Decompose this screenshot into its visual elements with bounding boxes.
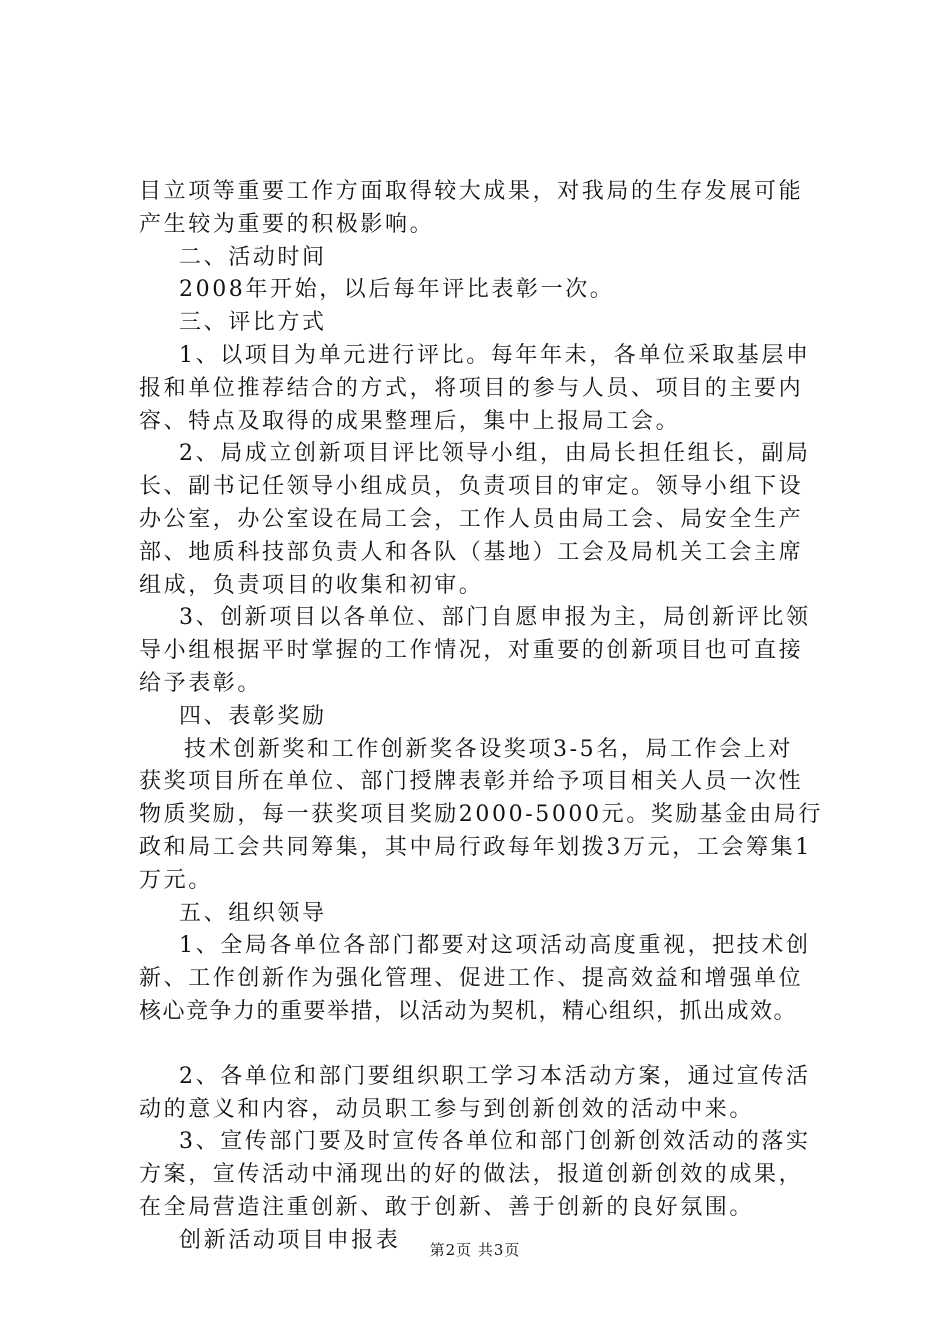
paragraph-line: 部、地质科技部负责人和各队（基地）工会及局机关工会主席 (139, 539, 804, 565)
blank-line (139, 1029, 839, 1061)
paragraph-line: 2、各单位和部门要组织职工学习本活动方案，通过宣传活 (179, 1063, 811, 1089)
paragraph-line: 政和局工会共同筹集，其中局行政每年划拨3万元，工会筹集1 (139, 834, 812, 860)
paragraph-line: 物质奖励，每一获奖项目奖励2000-5000元。奖励基金由局行 (139, 802, 824, 828)
paragraph-line: 在全局营造注重创新、敢于创新、善于创新的良好氛围。 (139, 1194, 755, 1220)
paragraph-line: 办公室，办公室设在局工会，工作人员由局工会、局安全生产 (139, 506, 804, 532)
section-heading: 三、评比方式 (179, 310, 327, 336)
paragraph-line: 组成，负责项目的收集和初审。 (139, 572, 484, 598)
paragraph-line: 新、工作创新作为强化管理、促进工作、提高效益和增强单位 (139, 966, 804, 992)
paragraph-line: 3、宣传部门要及时宣传各单位和部门创新创效活动的落实 (179, 1129, 811, 1155)
paragraph-line: 导小组根据平时掌握的工作情况，对重要的创新项目也可直接 (139, 638, 804, 664)
paragraph-line: 2、局成立创新项目评比领导小组，由局长担任组长，副局 (179, 441, 811, 467)
form-title: 创新活动项目申报表 (179, 1227, 401, 1253)
section-heading: 五、组织领导 (179, 900, 327, 926)
paragraph-line: 产生较为重要的积极影响。 (139, 211, 435, 237)
paragraph-line: 方案，宣传活动中涌现出的好的做法，报道创新创效的成果， (139, 1162, 804, 1188)
paragraph-line: 长、副书记任领导小组成员，负责项目的审定。领导小组下设 (139, 474, 804, 500)
paragraph-line: 2008年开始，以后每年评比表彰一次。 (179, 277, 615, 303)
paragraph-line: 报和单位推荐结合的方式，将项目的参与人员、项目的主要内 (139, 375, 804, 401)
paragraph-line: 核心竞争力的重要举措，以活动为契机，精心组织，抓出成效。 (139, 998, 798, 1024)
paragraph-line: 给予表彰。 (139, 670, 263, 696)
document-body (139, 176, 839, 1258)
paragraph-line: 1、以项目为单元进行评比。每年年未，各单位采取基层申 (179, 342, 811, 368)
paragraph-line: 万元。 (139, 867, 213, 893)
paragraph-line: 获奖项目所在单位、部门授牌表彰并给予项目相关人员一次性 (139, 769, 804, 795)
page-number-footer: 第2页 共3页 (429, 1241, 521, 1259)
paragraph-line: 容、特点及取得的成果整理后，集中上报局工会。 (139, 408, 681, 434)
paragraph-line: 1、全局各单位各部门都要对这项活动高度重视，把技术创 (179, 933, 811, 959)
paragraph-line: 3、创新项目以各单位、部门自愿申报为主，局创新评比领 (179, 605, 811, 631)
section-heading: 四、表彰奖励 (179, 703, 327, 729)
paragraph-line: 技术创新奖和工作创新奖各设奖项3-5名，局工作会上对 (184, 736, 794, 762)
paragraph-line: 动的意义和内容，动员职工参与到创新创效的活动中来。 (139, 1096, 755, 1122)
paragraph-line: 目立项等重要工作方面取得较大成果，对我局的生存发展可能 (139, 179, 804, 204)
section-heading: 二、活动时间 (179, 244, 327, 270)
